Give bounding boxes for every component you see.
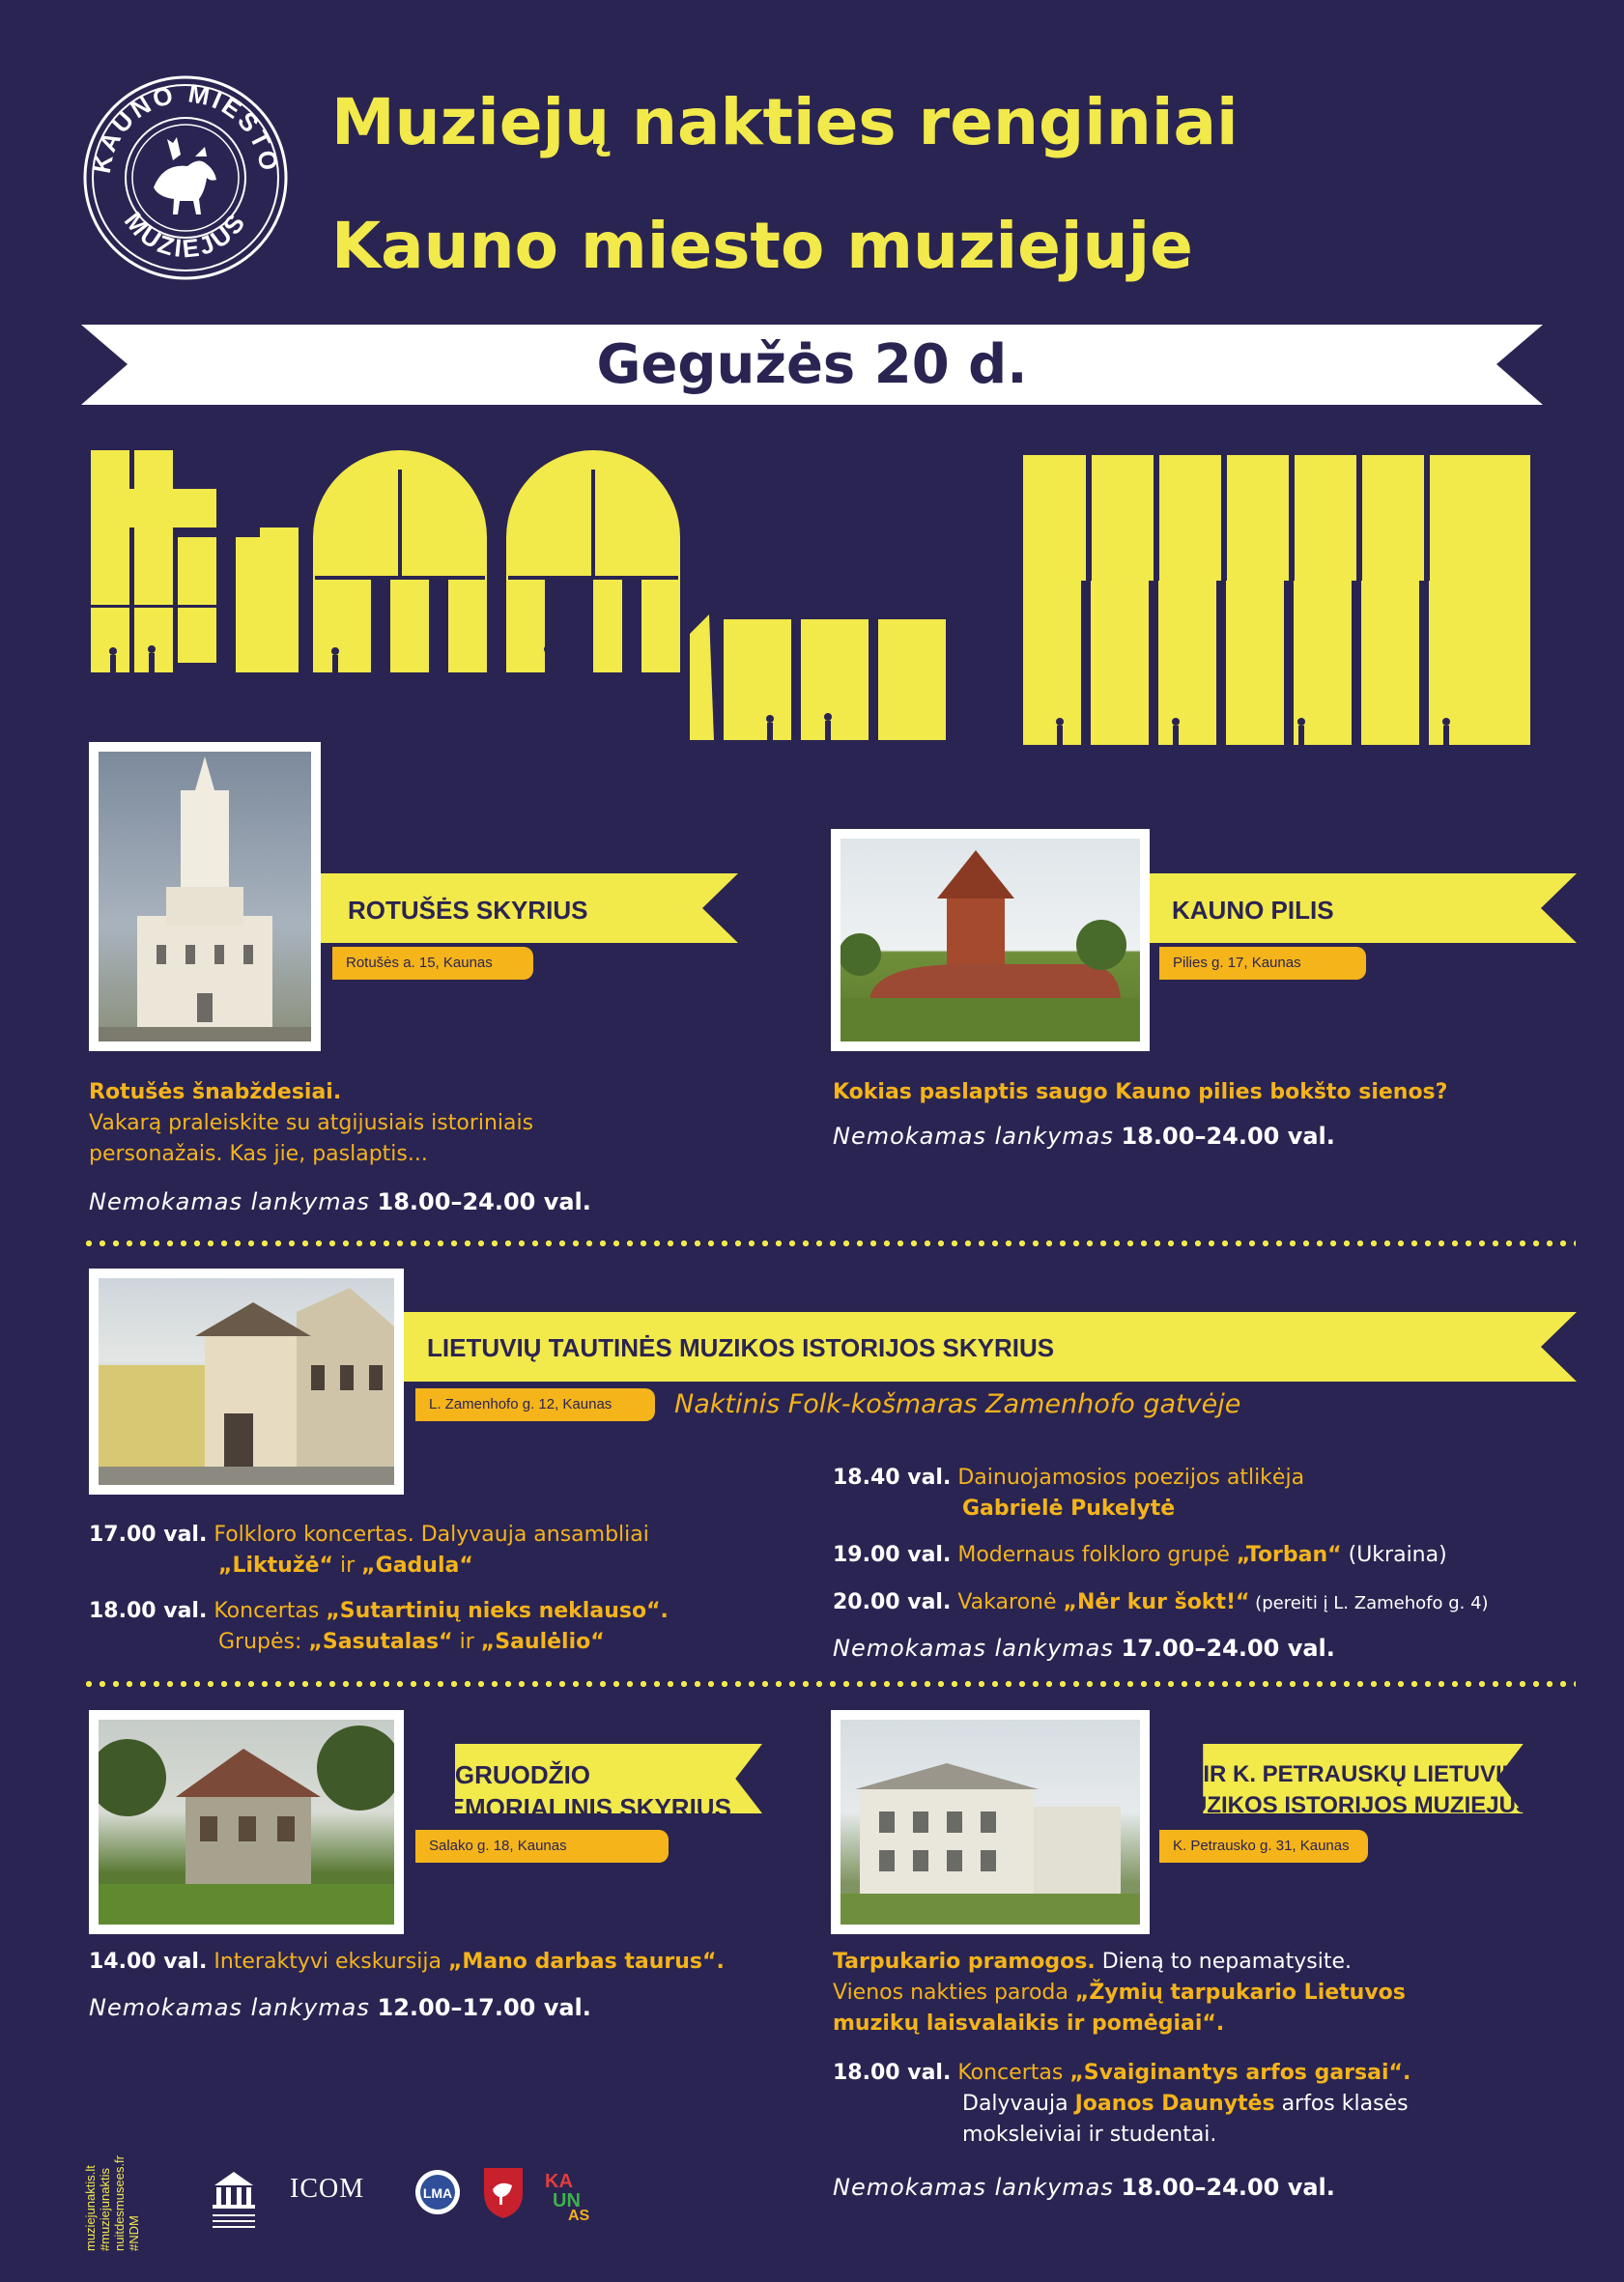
concert-title: „Sutartinių nieks neklauso“. bbox=[326, 1599, 669, 1623]
tautines-address: L. Zamenhofo g. 12, Kaunas bbox=[415, 1388, 655, 1421]
lma-logo bbox=[413, 2168, 462, 2216]
event-row-cont bbox=[218, 1627, 605, 1658]
free-entry-time: 18.00–24.00 val. bbox=[1121, 1123, 1335, 1150]
petrausku-desc-2 bbox=[833, 1978, 1406, 2009]
title-line-1: Muziejų nakties renginiai bbox=[331, 85, 1239, 159]
free-entry-time: 17.00–24.00 val. bbox=[1121, 1635, 1335, 1662]
desc-text: Vienos nakties paroda bbox=[833, 1981, 1075, 2005]
petrausku-address: K. Petrausko g. 31, Kaunas bbox=[1159, 1830, 1368, 1863]
event-time: 20.00 val. bbox=[833, 1590, 952, 1614]
event-text: Grupės: bbox=[218, 1630, 309, 1654]
tautines-free-entry bbox=[833, 1635, 1335, 1662]
event-date: Gegužės 20 d. bbox=[596, 333, 1028, 396]
desc-text: Dieną to nepamatysite. bbox=[1095, 1950, 1353, 1974]
event-row bbox=[833, 2058, 1410, 2089]
pilis-photo bbox=[831, 829, 1150, 1051]
dotted-divider bbox=[82, 1241, 1576, 1246]
dotted-divider bbox=[82, 1681, 1576, 1687]
gruodzio-photo bbox=[89, 1710, 404, 1934]
event-time: 19.00 val. bbox=[833, 1543, 952, 1567]
svg-text:MUZIEJUS bbox=[119, 207, 252, 264]
rotuse-desc-3: personažais. Kas jie, paslaptis... bbox=[89, 1142, 428, 1166]
side-link: muziejunaktis.lt bbox=[83, 2165, 98, 2251]
free-entry-time: 18.00–24.00 val. bbox=[1121, 2174, 1335, 2201]
rotuse-photo bbox=[89, 742, 321, 1051]
gruodzio-name-2: MEMORIALINIS SKYRIUS bbox=[427, 1793, 731, 1822]
tautines-subtitle: Naktinis Folk-košmaras Zamenhofo gatvėje bbox=[674, 1389, 1241, 1419]
free-entry-label: Nemokamas lankymas bbox=[833, 2174, 1114, 2201]
tautines-photo bbox=[89, 1269, 404, 1495]
event-time: 18.00 val. bbox=[89, 1599, 208, 1623]
group-name: „Saulėlio“ bbox=[480, 1630, 605, 1654]
event-text: Koncertas bbox=[214, 1599, 327, 1623]
teacher-name: Joanos Daunytės bbox=[1074, 2092, 1275, 2116]
pilis-free-entry bbox=[833, 1123, 1335, 1150]
petrausku-name-2: MUZIKOS ISTORIJOS MUZIEJUS bbox=[1171, 1792, 1531, 1818]
free-entry-time: 18.00–24.00 val. bbox=[377, 1188, 591, 1215]
event-text: Dainuojamosios poezijos atlikėja bbox=[957, 1466, 1305, 1490]
svg-text:LMA: LMA bbox=[422, 2185, 453, 2201]
group-name: „Sasutalas“ bbox=[308, 1630, 453, 1654]
rotuse-address: Rotušės a. 15, Kaunas bbox=[332, 947, 533, 980]
side-hashtag: #muziejunaktis bbox=[98, 2168, 112, 2251]
event-row bbox=[833, 1540, 1447, 1571]
event-row bbox=[833, 1587, 1489, 1619]
event-text: Vakaronė bbox=[957, 1590, 1064, 1614]
pilis-name: KAUNO PILIS bbox=[1172, 896, 1334, 925]
logo-bottom-text: MUZIEJUS bbox=[118, 206, 253, 264]
event-row bbox=[89, 1520, 649, 1551]
free-entry-time: 12.00–17.00 val. bbox=[377, 1994, 591, 2021]
event-time: 14.00 val. bbox=[89, 1950, 208, 1974]
free-entry-label: Nemokamas lankymas bbox=[833, 1635, 1114, 1662]
svg-text:KAUNO MIESTO bbox=[87, 78, 285, 175]
event-text: Modernaus folkloro grupė bbox=[957, 1543, 1237, 1567]
event-text: Folkloro koncertas. Dalyvauja ansambliai bbox=[214, 1523, 649, 1547]
event-time: 18.40 val. bbox=[833, 1466, 952, 1490]
gruodzio-address: Salako g. 18, Kaunas bbox=[415, 1830, 669, 1863]
gruodzio-free-entry bbox=[89, 1994, 591, 2021]
group-name: „Torban“ bbox=[1236, 1543, 1342, 1567]
kaunas-coat-of-arms bbox=[481, 2162, 526, 2220]
petrausku-free-entry bbox=[833, 2174, 1335, 2201]
performer-name: Gabrielė Pukelytė bbox=[962, 1497, 1176, 1521]
conjunction: ir bbox=[333, 1554, 362, 1578]
petrausku-name-1: M. IR K. PETRAUSKŲ LIETUVIŲ bbox=[1171, 1761, 1520, 1787]
pilis-address: Pilies g. 17, Kaunas bbox=[1159, 947, 1366, 980]
title-line-2: Kauno miesto muziejuje bbox=[331, 209, 1193, 283]
event-text: Interaktyvi ekskursija bbox=[214, 1950, 448, 1974]
country-note: (Ukraina) bbox=[1341, 1543, 1447, 1567]
event-text: Koncertas bbox=[957, 2061, 1070, 2085]
free-entry-label: Nemokamas lankymas bbox=[833, 1123, 1114, 1150]
kaunas-logo bbox=[543, 2164, 601, 2222]
event-text: arfos klasės bbox=[1274, 2092, 1409, 2116]
event-row bbox=[89, 1947, 725, 1978]
rotuse-name: ROTUŠĖS SKYRIUS bbox=[348, 896, 588, 925]
svg-text:UN: UN bbox=[553, 2190, 581, 2211]
side-hashtag: #NDM bbox=[127, 2215, 141, 2251]
la-nuit-des-musees-artwork bbox=[91, 431, 1530, 759]
exhibition-title-cont: muzikų laisvalaikis ir pomėgiai“. bbox=[833, 2011, 1225, 2036]
petrausku-desc-1 bbox=[833, 1947, 1352, 1978]
event-row-cont bbox=[962, 2089, 1409, 2120]
event-row bbox=[89, 1596, 669, 1627]
rotuse-desc-2: Vakarą praleiskite su atgijusiais istoriniais bbox=[89, 1111, 534, 1135]
rotuse-free-entry bbox=[89, 1188, 591, 1215]
rotuse-desc-1: Rotušės šnabždesiai. bbox=[89, 1080, 342, 1104]
side-hashtags bbox=[83, 2087, 151, 2251]
icom-logo: ICOM bbox=[290, 2174, 365, 2204]
logo-top-text: KAUNO MIESTO bbox=[86, 78, 285, 176]
location-note: (pereiti į L. Zamehofo g. 4) bbox=[1249, 1593, 1489, 1613]
conjunction: ir bbox=[452, 1630, 481, 1654]
event-time: 18.00 val. bbox=[833, 2061, 952, 2085]
unesco-logo bbox=[205, 2160, 263, 2238]
tautines-name: LIETUVIŲ TAUTINĖS MUZIKOS ISTORIJOS SKYRIUS bbox=[427, 1333, 1055, 1362]
museum-logo bbox=[81, 73, 290, 282]
svg-text:AS: AS bbox=[568, 2208, 590, 2222]
event-title: „Nėr kur šokt!“ bbox=[1063, 1590, 1250, 1614]
event-time: 17.00 val. bbox=[89, 1523, 208, 1547]
desc-highlight: Tarpukario pramogos. bbox=[833, 1950, 1096, 1974]
ensemble-name: „Liktužė“ bbox=[218, 1554, 334, 1578]
petrausku-photo bbox=[831, 1710, 1150, 1934]
gruodzio-name-1: J. GRUODŽIO bbox=[427, 1760, 591, 1789]
svg-text:KA: KA bbox=[545, 2171, 573, 2192]
free-entry-label: Nemokamas lankymas bbox=[89, 1994, 370, 2021]
exhibition-title: „Žymių tarpukario Lietuvos bbox=[1074, 1981, 1406, 2005]
event-row bbox=[833, 1463, 1304, 1494]
event-row-cont bbox=[218, 1551, 473, 1582]
concert-title: „Svaiginantys arfos garsai“. bbox=[1069, 2061, 1411, 2085]
event-title: „Mano darbas taurus“. bbox=[447, 1950, 725, 1974]
pilis-desc-1: Kokias paslaptis saugo Kauno pilies bokšto sienos? bbox=[833, 1080, 1448, 1104]
side-link: nuitdesmusees.fr bbox=[112, 2155, 127, 2251]
event-row-cont: moksleiviai ir studentai. bbox=[962, 2123, 1217, 2147]
ensemble-name: „Gadula“ bbox=[361, 1554, 473, 1578]
free-entry-label: Nemokamas lankymas bbox=[89, 1188, 370, 1215]
event-text: Dalyvauja bbox=[962, 2092, 1075, 2116]
